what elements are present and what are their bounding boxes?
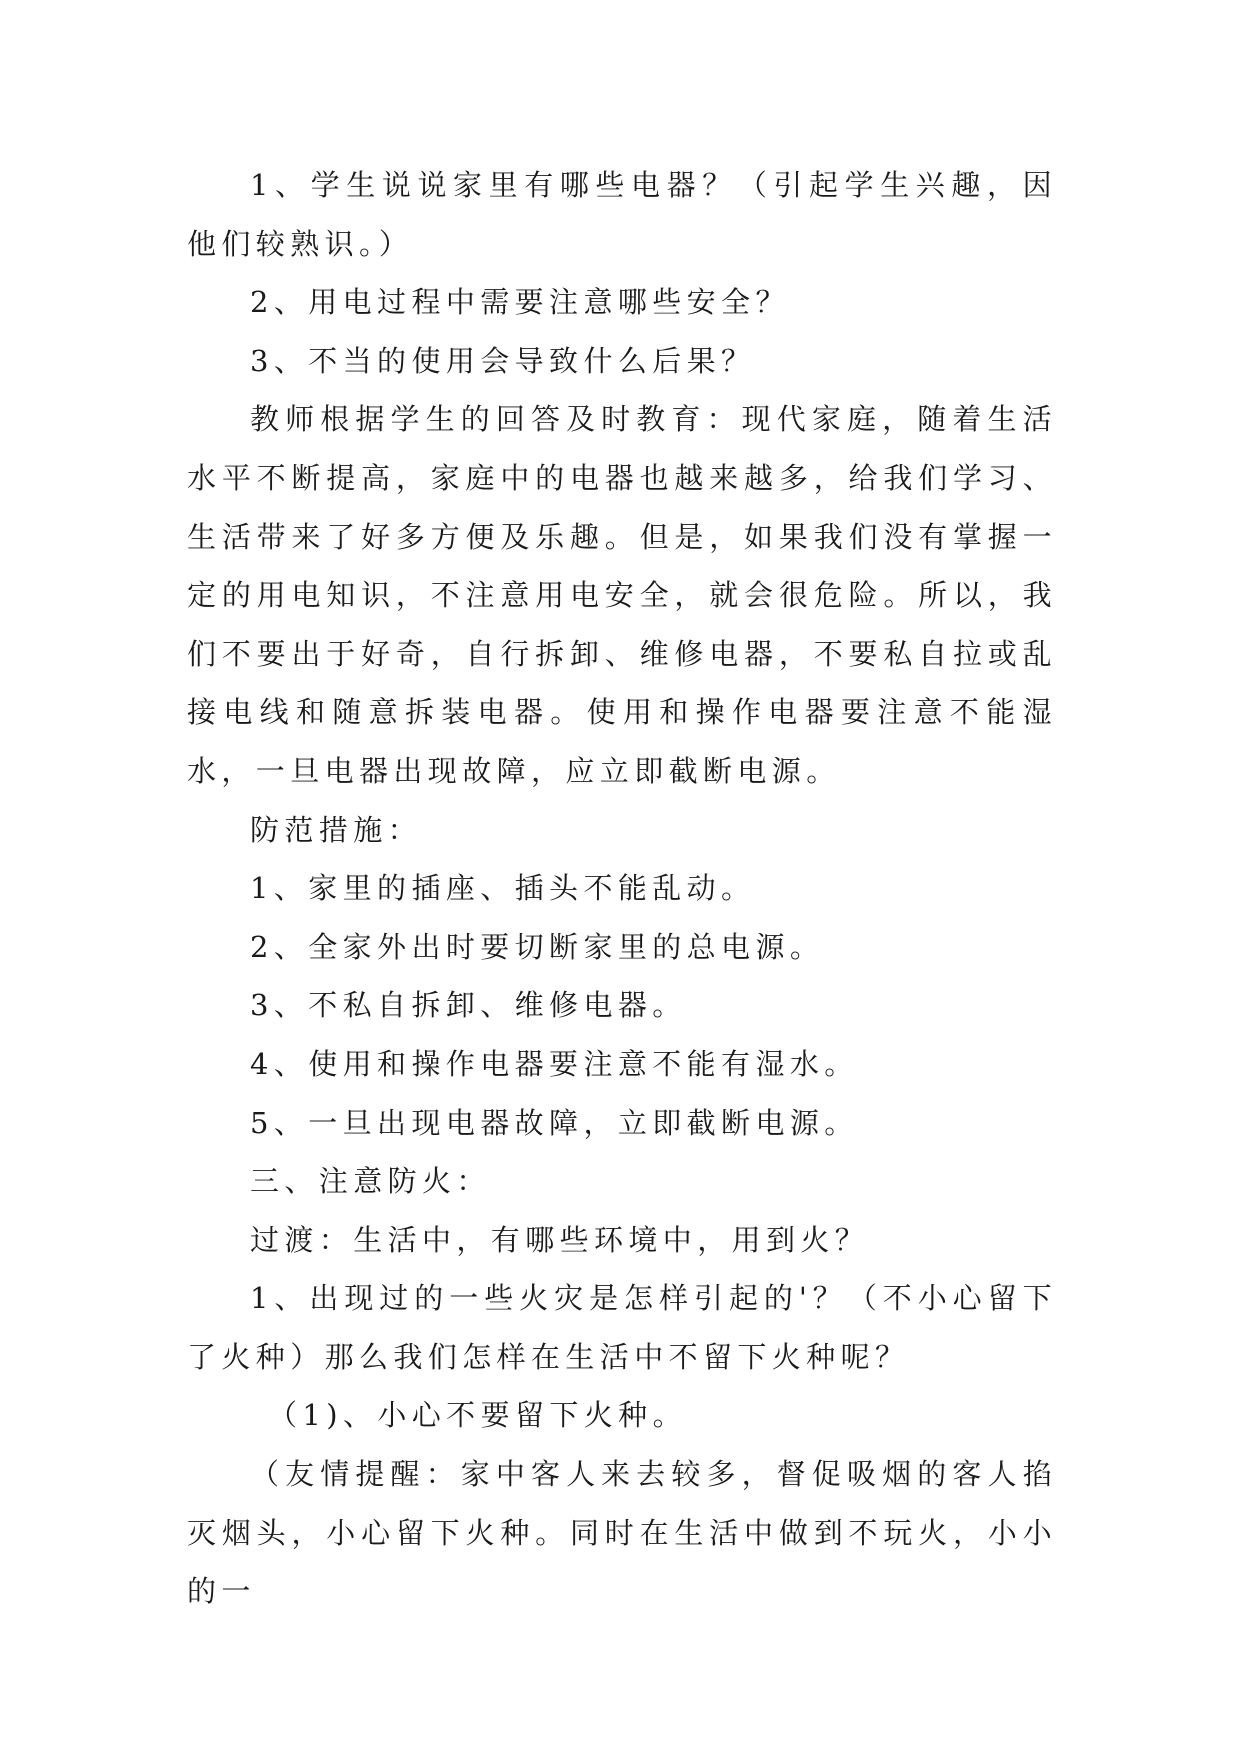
paragraph-fire-cause-question: 1、出现过的一些火灾是怎样引起的'？（不小心留下了火种）那么我们怎样在生活中不留下火种呢？ bbox=[187, 1281, 1057, 1374]
paragraph-teacher-education: 教师根据学生的回答及时教育：现代家庭，随着生活水平不断提高，家庭中的电器也越来越多，给我们学习、生活带来了好多方便及乐趣。但是，如果我们没有掌握一定的用电知识，不注意用电安全，就会很危险。所以，我们不要出于好奇，自行拆卸、维修电器，不要私自拉或乱接电线和随意拆装电器。使用和操作电器要注意不能湿水，一旦电器出现故障，应立即截断电源。 bbox=[187, 402, 1057, 788]
paragraph-fire-tip-1: （1)、小心不要留下火种。 bbox=[268, 1398, 687, 1433]
paragraph-prevention-item-4: 4、使用和操作电器要注意不能有湿水。 bbox=[250, 1046, 859, 1081]
paragraph-electrical-appliances-question: 1、学生说说家里有哪些电器？（引起学生兴趣，因他们较熟识。） bbox=[187, 168, 1057, 261]
paragraph-prevention-heading: 防范措施： bbox=[250, 812, 423, 847]
document-body bbox=[187, 156, 1057, 1621]
paragraph-friendly-reminder: （友情提醒：家中客人来去较多，督促吸烟的客人掐灭烟头，小心留下火种。同时在生活中做到不玩火，小小的一 bbox=[187, 1457, 1057, 1609]
paragraph-prevention-item-1: 1、家里的插座、插头不能乱动。 bbox=[250, 871, 756, 906]
paragraph-transition: 过渡：生活中，有哪些环境中，用到火？ bbox=[250, 1222, 870, 1257]
section-heading-fire-prevention: 三、注意防火： bbox=[250, 1164, 491, 1199]
paragraph-prevention-item-3: 3、不私自拆卸、维修电器。 bbox=[250, 988, 687, 1023]
paragraph-consequence-question: 3、不当的使用会导致什么后果？ bbox=[250, 343, 756, 378]
paragraph-prevention-item-2: 2、全家外出时要切断家里的总电源。 bbox=[250, 929, 825, 964]
paragraph-prevention-item-5: 5、一旦出现电器故障，立即截断电源。 bbox=[250, 1105, 859, 1140]
paragraph-safety-question: 2、用电过程中需要注意哪些安全？ bbox=[250, 285, 790, 320]
